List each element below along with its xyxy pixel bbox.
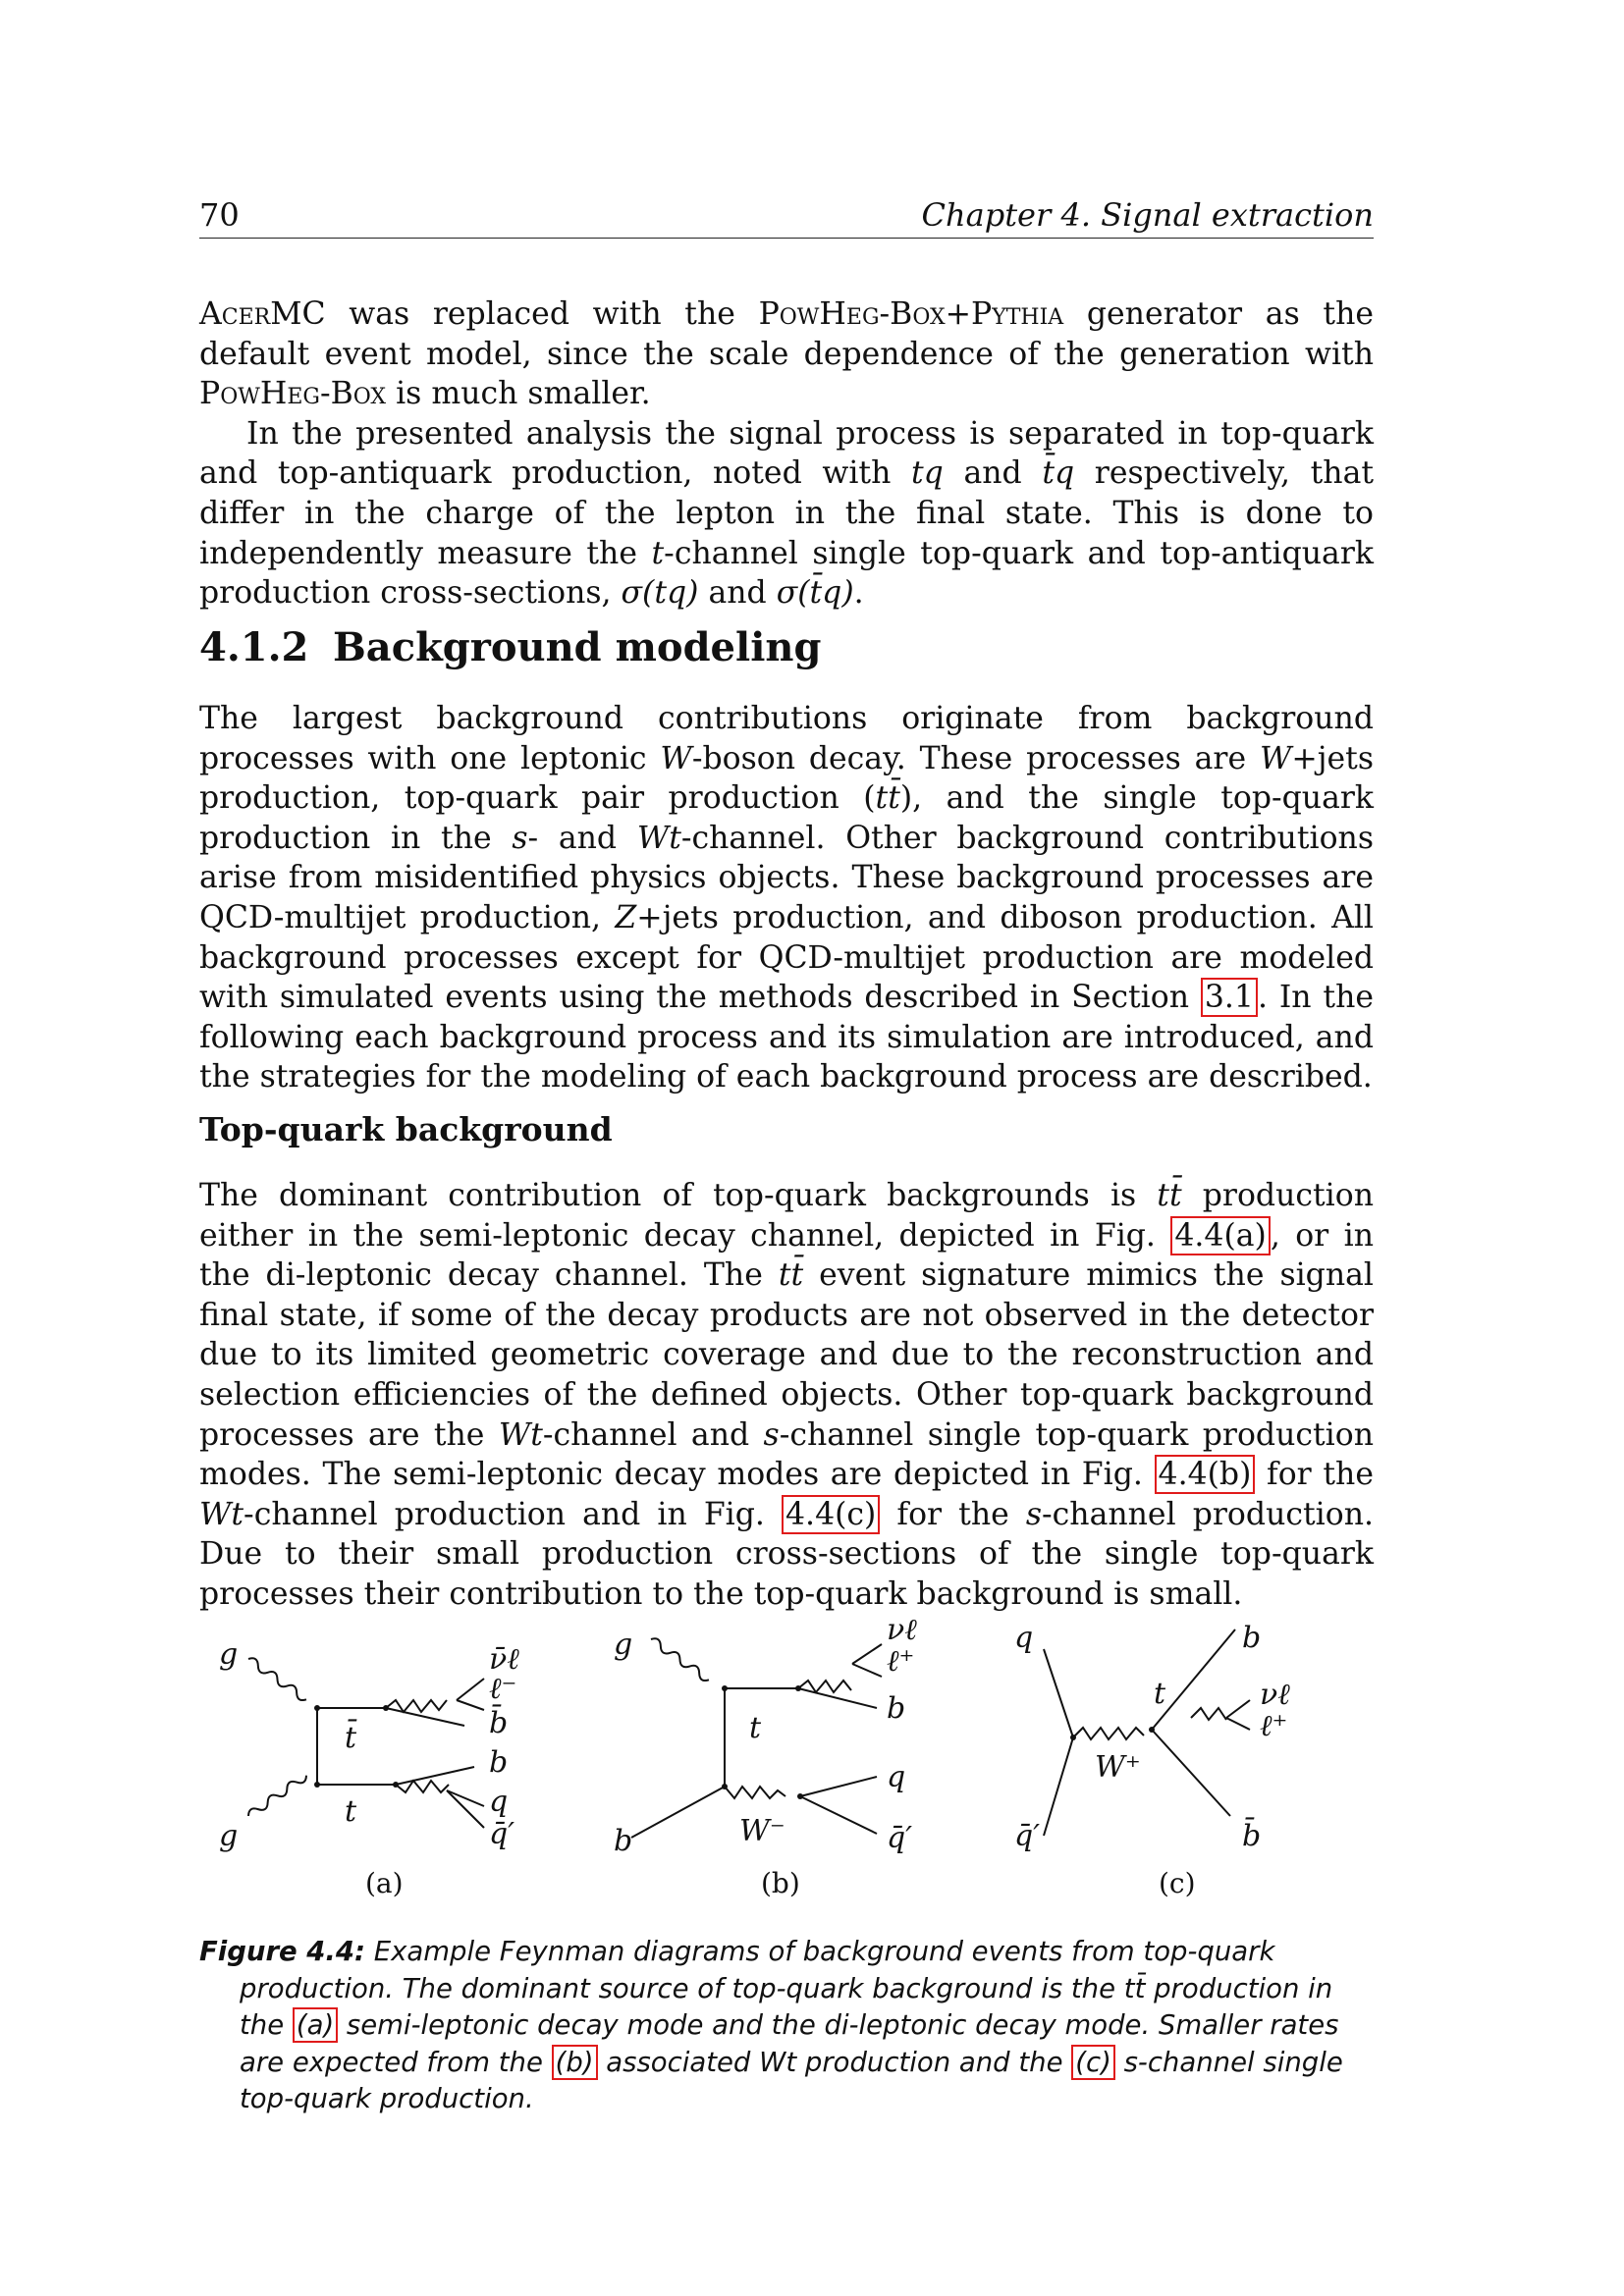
diagram-a-label: (a)	[365, 1867, 404, 1899]
svg-text:t̄: t̄	[345, 1721, 357, 1755]
svg-text:t: t	[1154, 1677, 1166, 1711]
diagram-a	[199, 1610, 572, 1865]
svg-text:g: g	[614, 1628, 633, 1662]
svg-text:b: b	[887, 1691, 906, 1726]
svg-text:νℓ: νℓ	[887, 1613, 917, 1647]
figure-caption: Figure 4.4: Example Feynman diagrams of background events from top-quark production. The dominant source of top-quark background is the tt̄ production in the (a) semi-leptonic decay mode and the di-leptonic decay mode. Smaller rates are expected from the (b) associated Wt production and the (c) s-channel single top-quark production.	[199, 1936, 1343, 2114]
diagram-b-label: (b)	[761, 1867, 800, 1899]
caption-lead: Figure 4.4:	[199, 1936, 365, 1967]
svg-text:νℓ: νℓ	[1260, 1678, 1290, 1712]
svg-text:t: t	[345, 1794, 357, 1829]
intro-paragraph-2: In the presented analysis the signal process is separated in top-quark and top-antiquark production, noted with tq and t̄q respectively, that differ in the charge of the lepton in the final state. This is done to independently measure the t-channel single top-quark and top-antiquark production cross-sections, σ(tq) and σ(t̄q).	[199, 415, 1375, 612]
svg-text:b: b	[489, 1745, 509, 1780]
intro-text	[199, 294, 1374, 614]
svg-text:W⁺: W⁺	[1095, 1750, 1141, 1785]
svg-text:q: q	[489, 1785, 509, 1819]
svg-text:q̄′: q̄′	[1014, 1819, 1041, 1853]
diagram-c-label: (c)	[1159, 1867, 1196, 1899]
caption-ref-c-link[interactable]: (c)	[1071, 2045, 1115, 2080]
svg-text:q: q	[887, 1760, 906, 1794]
diagram-c	[985, 1610, 1378, 1865]
svg-text:t: t	[749, 1711, 762, 1745]
svg-text:ℓ⁺: ℓ⁺	[1260, 1709, 1288, 1743]
diagram-b	[592, 1610, 965, 1865]
svg-text:W⁻: W⁻	[739, 1814, 785, 1848]
gluon-line-bottom	[246, 1772, 309, 1819]
svg-text:b̄: b̄	[1242, 1819, 1262, 1853]
fig-ref-a-link[interactable]: 4.4(a)	[1170, 1216, 1270, 1255]
page-number: 70	[199, 196, 240, 234]
page-header	[199, 196, 1374, 239]
fig-ref-b-link[interactable]: 4.4(b)	[1155, 1455, 1256, 1494]
svg-text:ℓ⁺: ℓ⁺	[887, 1644, 915, 1679]
section-heading: 4.1.2 Background modeling	[199, 624, 822, 670]
caption-ref-a-link[interactable]: (a)	[293, 2007, 338, 2043]
svg-text:q: q	[1014, 1621, 1034, 1655]
fig-ref-c-link[interactable]: 4.4(c)	[782, 1495, 880, 1534]
feynman-diagrams	[199, 1610, 1374, 1904]
background-paragraph: The largest background contributions originate from background processes with one leptonic W-boson decay. These processes are W+jets production, top-quark pair production (tt̄), and the single top-quark production in the s- and Wt-channel. Other background contributions arise from misidentified physics objects. These background processes are QCD-multijet production, Z+jets production, and diboson production. All background processes except for QCD-multijet production are modeled with simulated events using the methods described in Section 3.1 . In the following each background process and its simulation are introduced, and the strategies for the modeling of each background process are described.	[199, 701, 1374, 1095]
caption-ref-b-link[interactable]: (b)	[552, 2045, 598, 2080]
subsection-heading: Top-quark background	[199, 1110, 613, 1148]
section-ref-link[interactable]: 3.1	[1201, 978, 1258, 1017]
svg-text:q̄′: q̄′	[887, 1821, 913, 1855]
intro-paragraph-1: AcerMC was replaced with the PowHeg-Box+Pythia generator as the default event model, since the scale dependence of the generation with PowHeg-Box is much smaller.	[199, 296, 1374, 412]
svg-text:ℓ⁻: ℓ⁻	[489, 1672, 517, 1706]
top-quark-paragraph: The dominant contribution of top-quark backgrounds is tt̄ production either in the semi-leptonic decay channel, depicted in Fig. 4.4(a) , or in the di-leptonic decay channel. The tt̄ event signature mimics the signal final state, if some of the decay products are not observed in the detector due to its limited geometric coverage and due to the reconstruction and selection efficiencies of the defined objects. Other top-quark background processes are the Wt-channel and s-channel single top-quark production modes. The semi-leptonic decay modes are depicted in Fig. 4.4(b) for the Wt-channel production and in Fig. 4.4(c) for the s-channel production. Due to their small production cross-sections of the single top-quark processes their contribution to the top-quark background is small.	[199, 1178, 1375, 1612]
svg-text:g: g	[219, 1637, 239, 1672]
svg-text:b: b	[1242, 1621, 1262, 1655]
svg-text:ν̄ℓ: ν̄ℓ	[489, 1642, 519, 1677]
svg-text:b: b	[614, 1824, 633, 1858]
svg-text:b̄: b̄	[489, 1706, 509, 1740]
svg-text:q̄′: q̄′	[489, 1817, 515, 1851]
chapter-title: Chapter 4. Signal extraction	[921, 196, 1374, 234]
svg-text:g: g	[219, 1819, 239, 1853]
gluon-line-top	[246, 1656, 309, 1703]
